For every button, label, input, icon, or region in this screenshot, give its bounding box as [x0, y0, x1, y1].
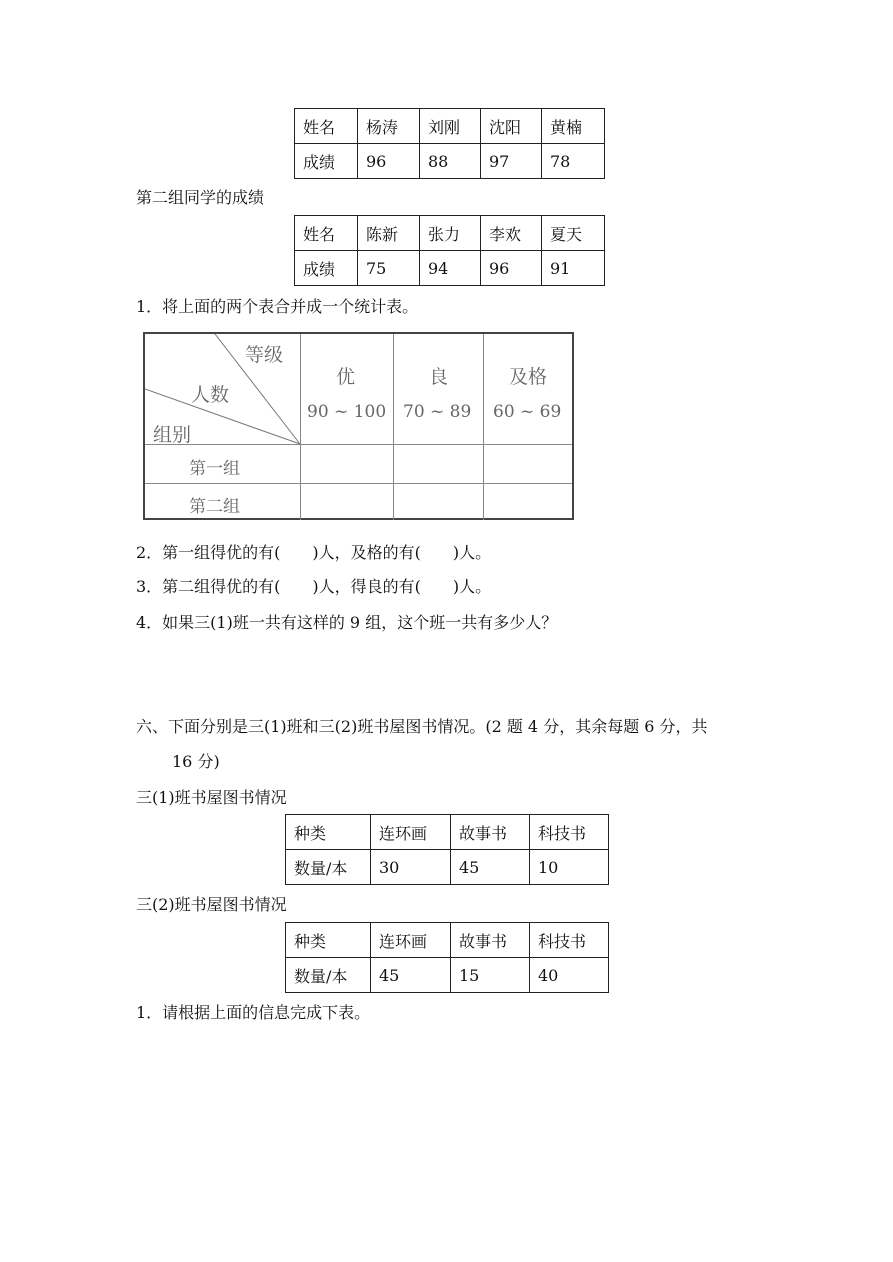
- table-row: [286, 958, 609, 993]
- group1-score-table: [294, 108, 605, 179]
- class1-caption: 三(1)班书屋图书情况: [136, 788, 287, 807]
- table-cell: 种类: [286, 815, 371, 850]
- column-range-good: 70 ~ 89: [403, 402, 472, 422]
- table-cell: 45: [371, 958, 451, 993]
- section-6-heading-cont: 16 分): [172, 752, 220, 771]
- table-cell: 数量/本: [286, 850, 371, 885]
- table-cell: 88: [420, 144, 481, 179]
- corner-label-count: 人数: [191, 384, 230, 406]
- table-cell: 故事书: [451, 923, 530, 958]
- question-2: 2．第一组得优的有( )人，及格的有( )人。: [136, 543, 492, 562]
- table-row: [286, 815, 609, 850]
- row-divider: [145, 483, 572, 484]
- column-header-good: 良: [429, 366, 449, 388]
- class2-books-table: [285, 922, 609, 993]
- corner-label-grade: 等级: [245, 344, 284, 366]
- table-cell: 沈阳: [481, 109, 542, 144]
- table-cell: 成绩: [295, 144, 358, 179]
- section-6-heading: 六、下面分别是三(1)班和三(2)班书屋图书情况。(2 题 4 分，其余每题 6 分，共: [136, 717, 708, 736]
- table-cell: 96: [481, 251, 542, 286]
- column-divider: [483, 334, 484, 520]
- question-1: 1．将上面的两个表合并成一个统计表。: [136, 297, 419, 316]
- table-cell: 96: [358, 144, 420, 179]
- table-cell: 45: [451, 850, 530, 885]
- table-row: [295, 144, 605, 179]
- column-range-pass: 60 ~ 69: [493, 402, 562, 422]
- table-cell: 97: [481, 144, 542, 179]
- table-cell: 姓名: [295, 216, 358, 251]
- table-cell: 陈新: [358, 216, 420, 251]
- table-cell: 故事书: [451, 815, 530, 850]
- question-3: 3．第二组得优的有( )人，得良的有( )人。: [136, 577, 492, 596]
- table-cell: 种类: [286, 923, 371, 958]
- table-cell: 数量/本: [286, 958, 371, 993]
- table-cell: 40: [530, 958, 609, 993]
- table-cell: 杨涛: [358, 109, 420, 144]
- table-cell: 30: [371, 850, 451, 885]
- table-row: [295, 251, 605, 286]
- column-header-pass: 及格: [509, 366, 548, 388]
- table-cell: 94: [420, 251, 481, 286]
- table-cell: 连环画: [371, 815, 451, 850]
- table-cell: 李欢: [481, 216, 542, 251]
- table-cell: 10: [530, 850, 609, 885]
- table-cell: 张力: [420, 216, 481, 251]
- table-cell: 科技书: [530, 923, 609, 958]
- column-header-excellent: 优: [336, 366, 356, 388]
- question-4: 4．如果三(1)班一共有这样的 9 组，这个班一共有多少人？: [136, 613, 558, 632]
- class1-books-table: [285, 814, 609, 885]
- table-cell: 91: [542, 251, 605, 286]
- question-5: 1．请根据上面的信息完成下表。: [136, 1003, 371, 1022]
- column-range-excellent: 90 ~ 100: [307, 402, 387, 422]
- table-cell: 夏天: [542, 216, 605, 251]
- group2-score-table: [294, 215, 605, 286]
- corner-label-group: 组别: [153, 424, 192, 446]
- table-row: [295, 216, 605, 251]
- column-divider: [393, 334, 394, 520]
- table-row: [295, 109, 605, 144]
- table-cell: 15: [451, 958, 530, 993]
- row-label-group1: 第一组: [189, 459, 240, 479]
- table-cell: 科技书: [530, 815, 609, 850]
- table-row: [286, 850, 609, 885]
- group2-caption: 第二组同学的成绩: [136, 188, 265, 207]
- table-cell: 连环画: [371, 923, 451, 958]
- table-cell: 黄楠: [542, 109, 605, 144]
- table-row: [286, 923, 609, 958]
- table-cell: 78: [542, 144, 605, 179]
- table-cell: 姓名: [295, 109, 358, 144]
- row-label-group2: 第二组: [189, 497, 240, 517]
- class2-caption: 三(2)班书屋图书情况: [136, 895, 287, 914]
- table-cell: 75: [358, 251, 420, 286]
- grade-statistics-table: [143, 332, 574, 520]
- table-cell: 成绩: [295, 251, 358, 286]
- table-cell: 刘刚: [420, 109, 481, 144]
